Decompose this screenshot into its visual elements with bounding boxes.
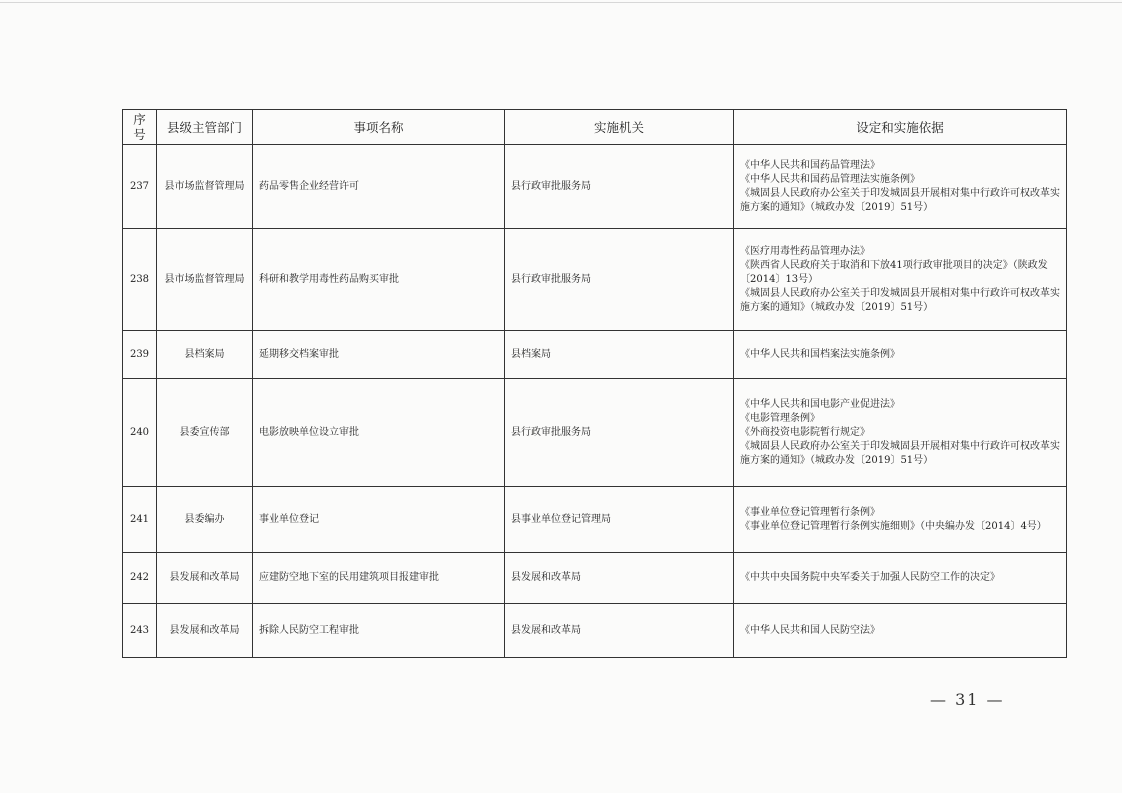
page-number: — 31 — (930, 690, 1005, 709)
row-serial-number: 240 (123, 379, 157, 487)
row-serial-number: 237 (123, 145, 157, 229)
row-department: 县档案局 (157, 331, 253, 379)
table-row (123, 604, 1067, 658)
header-item-name: 事项名称 (253, 110, 505, 145)
row-item-name: 科研和教学用毒性药品购买审批 (253, 229, 505, 331)
row-legal-basis (734, 379, 1067, 487)
row-serial-number: 242 (123, 553, 157, 604)
row-legal-basis (734, 145, 1067, 229)
row-department: 县发展和改革局 (157, 604, 253, 658)
basis-line: 《城固县人民政府办公室关于印发城固县开展相对集中行政许可权改革实施方案的通知》（城政办发〔2019〕51号） (740, 440, 1060, 466)
basis-line: 《外商投资电影院暂行规定》 (740, 426, 870, 438)
row-item-name: 拆除人民防空工程审批 (253, 604, 505, 658)
row-department: 县市场监督管理局 (157, 229, 253, 331)
basis-line: 《电影管理条例》 (740, 412, 820, 424)
header-legal-basis: 设定和实施依据 (734, 110, 1067, 145)
basis-line: 《中华人民共和国药品管理法实施条例》 (740, 173, 920, 185)
basis-line: 《事业单位登记管理暂行条例》 (740, 506, 880, 518)
table-row (123, 487, 1067, 553)
basis-line: 《陕西省人民政府关于取消和下放41项行政审批项目的决定》（陕政发〔2014〕13号） (740, 259, 1048, 285)
row-serial-number: 238 (123, 229, 157, 331)
table-header-row (123, 110, 1067, 145)
basis-line: 《中华人民共和国人民防空法》 (740, 624, 880, 636)
row-department: 县市场监督管理局 (157, 145, 253, 229)
approval-items-table (122, 109, 1067, 658)
row-implementing-agency: 县发展和改革局 (505, 604, 734, 658)
row-implementing-agency: 县行政审批服务局 (505, 229, 734, 331)
row-legal-basis (734, 487, 1067, 553)
row-item-name: 药品零售企业经营许可 (253, 145, 505, 229)
basis-line: 《城固县人民政府办公室关于印发城固县开展相对集中行政许可权改革实施方案的通知》（城政办发〔2019〕51号） (740, 287, 1060, 313)
row-legal-basis (734, 553, 1067, 604)
header-department: 县级主管部门 (157, 110, 253, 145)
row-serial-number: 241 (123, 487, 157, 553)
page-top-edge (0, 2, 1122, 3)
row-implementing-agency: 县行政审批服务局 (505, 145, 734, 229)
header-serial-number: 序号 (123, 110, 157, 145)
basis-line: 《中华人民共和国档案法实施条例》 (740, 348, 900, 360)
basis-line: 《中共中央国务院中央军委关于加强人民防空工作的决定》 (740, 572, 1000, 583)
row-legal-basis (734, 229, 1067, 331)
row-implementing-agency: 县档案局 (505, 331, 734, 379)
row-legal-basis (734, 604, 1067, 658)
row-implementing-agency: 县发展和改革局 (505, 553, 734, 604)
row-item-name: 事业单位登记 (253, 487, 505, 553)
table-row (123, 229, 1067, 331)
basis-line: 《中华人民共和国药品管理法》 (740, 159, 880, 171)
table-row (123, 553, 1067, 604)
basis-line: 《医疗用毒性药品管理办法》 (740, 245, 870, 257)
basis-line: 《中华人民共和国电影产业促进法》 (740, 398, 900, 410)
row-department: 县委编办 (157, 487, 253, 553)
row-serial-number: 239 (123, 331, 157, 379)
basis-line: 《事业单位登记管理暂行条例实施细则》（中央编办发〔2014〕4号） (740, 520, 1047, 532)
row-department: 县发展和改革局 (157, 553, 253, 604)
table-row (123, 145, 1067, 229)
table-row (123, 379, 1067, 487)
row-implementing-agency: 县行政审批服务局 (505, 379, 734, 487)
row-implementing-agency: 县事业单位登记管理局 (505, 487, 734, 553)
header-implementing-agency: 实施机关 (505, 110, 734, 145)
basis-line: 《城固县人民政府办公室关于印发城固县开展相对集中行政许可权改革实施方案的通知》（城政办发〔2019〕51号） (740, 187, 1060, 213)
row-department: 县委宣传部 (157, 379, 253, 487)
row-serial-number: 243 (123, 604, 157, 658)
row-item-name: 延期移交档案审批 (253, 331, 505, 379)
table-row (123, 331, 1067, 379)
row-legal-basis (734, 331, 1067, 379)
row-item-name: 应建防空地下室的民用建筑项目报建审批 (253, 553, 505, 604)
row-item-name: 电影放映单位设立审批 (253, 379, 505, 487)
